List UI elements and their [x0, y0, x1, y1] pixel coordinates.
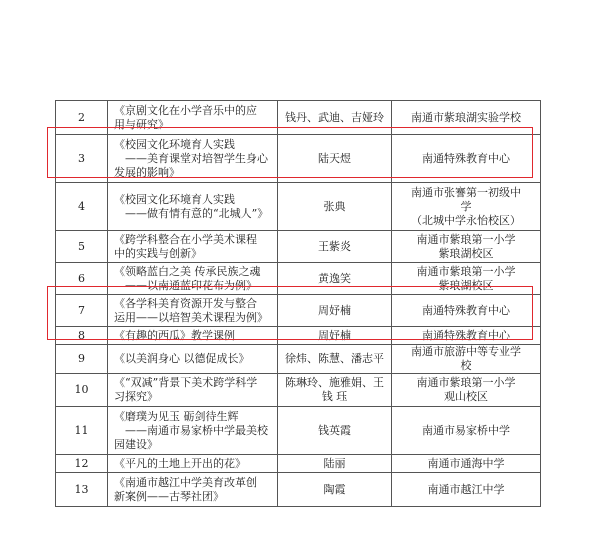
- case-unit: 南通市张謇第一初级中 学 （北城中学永怡校区）: [392, 183, 541, 231]
- table-row: [56, 263, 541, 295]
- row-number: 12: [56, 455, 108, 473]
- case-author: 陆丽: [278, 455, 392, 473]
- case-unit: 南通特殊教育中心: [392, 295, 541, 327]
- row-number: 7: [56, 295, 108, 327]
- row-number: 10: [56, 374, 108, 407]
- case-unit: 南通市紫琅第一小学 观山校区: [392, 374, 541, 407]
- case-unit: 南通市旅游中等专业学 校: [392, 345, 541, 374]
- table-row: [56, 183, 541, 231]
- case-author: 张典: [278, 183, 392, 231]
- table-row: [56, 295, 541, 327]
- case-author: 徐炜、陈慧、潘志平: [278, 345, 392, 374]
- row-number: 9: [56, 345, 108, 374]
- table-row: [56, 455, 541, 473]
- table-row: [56, 135, 541, 183]
- row-number: 8: [56, 327, 108, 345]
- awards-table: [55, 100, 541, 507]
- case-author: 黄逸笑: [278, 263, 392, 295]
- row-number: 4: [56, 183, 108, 231]
- row-number: 2: [56, 101, 108, 135]
- table-row: [56, 345, 541, 374]
- case-title: 《跨学科整合在小学美术课程 中的实践与创新》: [108, 231, 278, 263]
- case-title: 《南通市越江中学美育改革创 新案例——古琴社团》: [108, 473, 278, 507]
- table-row: [56, 101, 541, 135]
- case-unit: 南通市越江中学: [392, 473, 541, 507]
- case-unit: 南通市紫琅第一小学 紫琅湖校区: [392, 231, 541, 263]
- case-unit: 南通市紫琅湖实验学校: [392, 101, 541, 135]
- case-author: 陆天煜: [278, 135, 392, 183]
- case-title: 《磨璞为见玉 砺剑待生辉 ——南通市易家桥中学最美校 园建设》: [108, 407, 278, 455]
- case-title: 《京剧文化在小学音乐中的应 用与研究》: [108, 101, 278, 135]
- case-title: 《校园文化环境育人实践 ——做有情有意的“北城人”》: [108, 183, 278, 231]
- case-unit: 南通特殊教育中心: [392, 135, 541, 183]
- case-title: 《领略蓝白之美 传承民族之魂 ——以南通蓝印花布为例》: [108, 263, 278, 295]
- case-author: 钱英霞: [278, 407, 392, 455]
- case-author: 钱丹、武迪、吉娅玲: [278, 101, 392, 135]
- case-title: 《有趣的西瓜》教学课例: [108, 327, 278, 345]
- case-author: 陶霞: [278, 473, 392, 507]
- table-row: [56, 473, 541, 507]
- table-row: [56, 231, 541, 263]
- case-author: 陈琳玲、施雅娟、王钱 珏: [278, 374, 392, 407]
- case-author: 周妤楠: [278, 295, 392, 327]
- case-unit: 南通市紫琅第一小学 紫琅湖校区: [392, 263, 541, 295]
- case-title: 《“双减”背景下美术跨学科学 习探究》: [108, 374, 278, 407]
- case-title: 《校园文化环境育人实践 ——美育课堂对培智学生身心 发展的影响》: [108, 135, 278, 183]
- row-number: 6: [56, 263, 108, 295]
- table-row: [56, 374, 541, 407]
- case-unit: 南通市易家桥中学: [392, 407, 541, 455]
- case-author: 王紫炎: [278, 231, 392, 263]
- row-number: 5: [56, 231, 108, 263]
- case-author: 周妤楠: [278, 327, 392, 345]
- row-number: 3: [56, 135, 108, 183]
- row-number: 11: [56, 407, 108, 455]
- case-title: 《各学科美育资源开发与整合 运用——以培智美术课程为例》: [108, 295, 278, 327]
- case-title: 《以美润身心 以德促成长》: [108, 345, 278, 374]
- table-row: [56, 407, 541, 455]
- table-row: [56, 327, 541, 345]
- case-title: 《平凡的土地上开出的花》: [108, 455, 278, 473]
- case-unit: 南通市通海中学: [392, 455, 541, 473]
- case-unit: 南通特殊教育中心: [392, 327, 541, 345]
- row-number: 13: [56, 473, 108, 507]
